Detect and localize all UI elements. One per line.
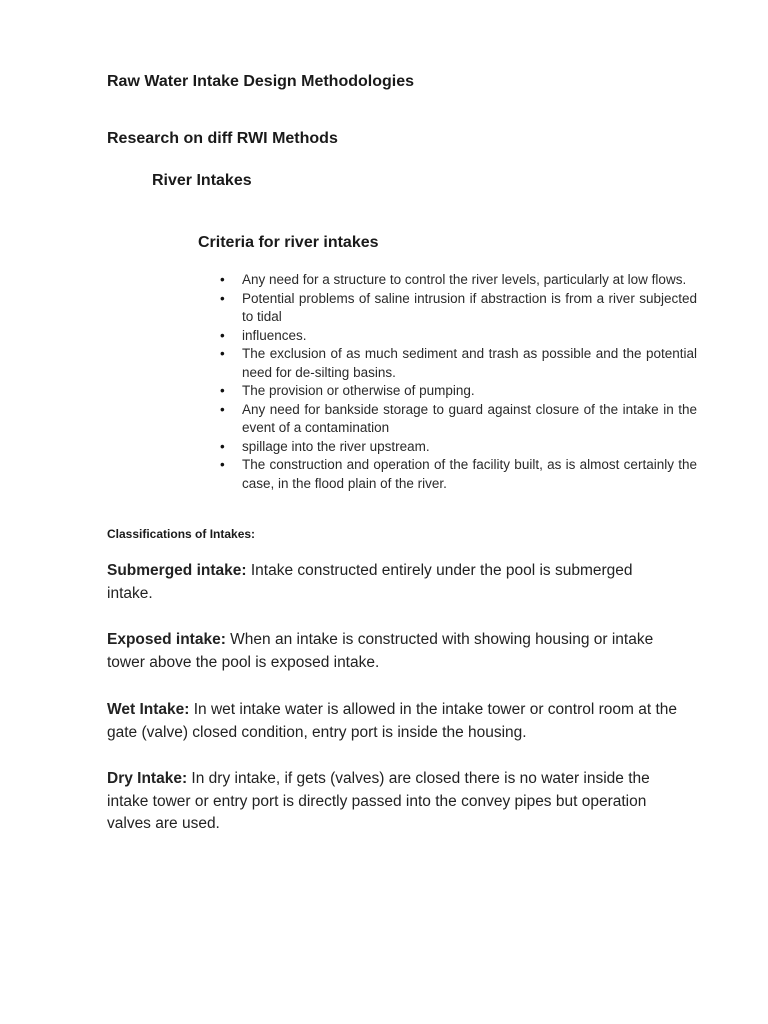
criteria-heading: Criteria for river intakes <box>198 234 379 251</box>
research-heading: Research on diff RWI Methods <box>107 130 338 147</box>
definition-text: When an intake is constructed with showing housing or intake tower above the pool is exposed intake. <box>107 631 654 671</box>
criteria-item: • Any need for a structure to control the river levels, particularly at low flows. <box>242 271 697 290</box>
definition-exposed-intake <box>107 629 682 674</box>
criteria-item: • The provision or otherwise of pumping. <box>242 382 697 401</box>
criteria-item: • Potential problems of saline intrusion if abstraction is from a river subjected to tidal <box>242 290 697 327</box>
definition-text: In dry intake, if gets (valves) are closed there is no water inside the intake tower or entry port is directly passed into the convey pipes but operation valves are used. <box>107 770 650 832</box>
river-intakes-heading: River Intakes <box>152 172 252 189</box>
definition-submerged-intake <box>107 560 682 605</box>
document-title: Raw Water Intake Design Methodologies <box>107 73 415 90</box>
definition-dry-intake <box>107 768 682 836</box>
criteria-item: • Any need for bankside storage to guard against closure of the intake in the event of a contamination <box>242 401 697 438</box>
definition-term: Dry Intake: <box>107 770 188 787</box>
definition-term: Exposed intake: <box>107 631 226 648</box>
criteria-list <box>242 271 697 493</box>
criteria-item: • influences. <box>242 327 697 346</box>
criteria-item: • spillage into the river upstream. <box>242 438 697 457</box>
definition-term: Wet Intake: <box>107 701 190 718</box>
definition-term: Submerged intake: <box>107 562 247 579</box>
criteria-item: • The construction and operation of the facility built, as is almost certainly the case, in the flood plain of the river. <box>242 456 697 493</box>
criteria-item: • The exclusion of as much sediment and trash as possible and the potential need for de-silting basins. <box>242 345 697 382</box>
definition-text: Intake constructed entirely under the pool is submerged intake. <box>107 562 633 602</box>
definition-wet-intake <box>107 699 682 744</box>
definition-text: In wet intake water is allowed in the intake tower or control room at the gate (valve) closed condition, entry port is inside the housing. <box>107 701 678 741</box>
classifications-heading: Classifications of Intakes: <box>107 527 256 541</box>
